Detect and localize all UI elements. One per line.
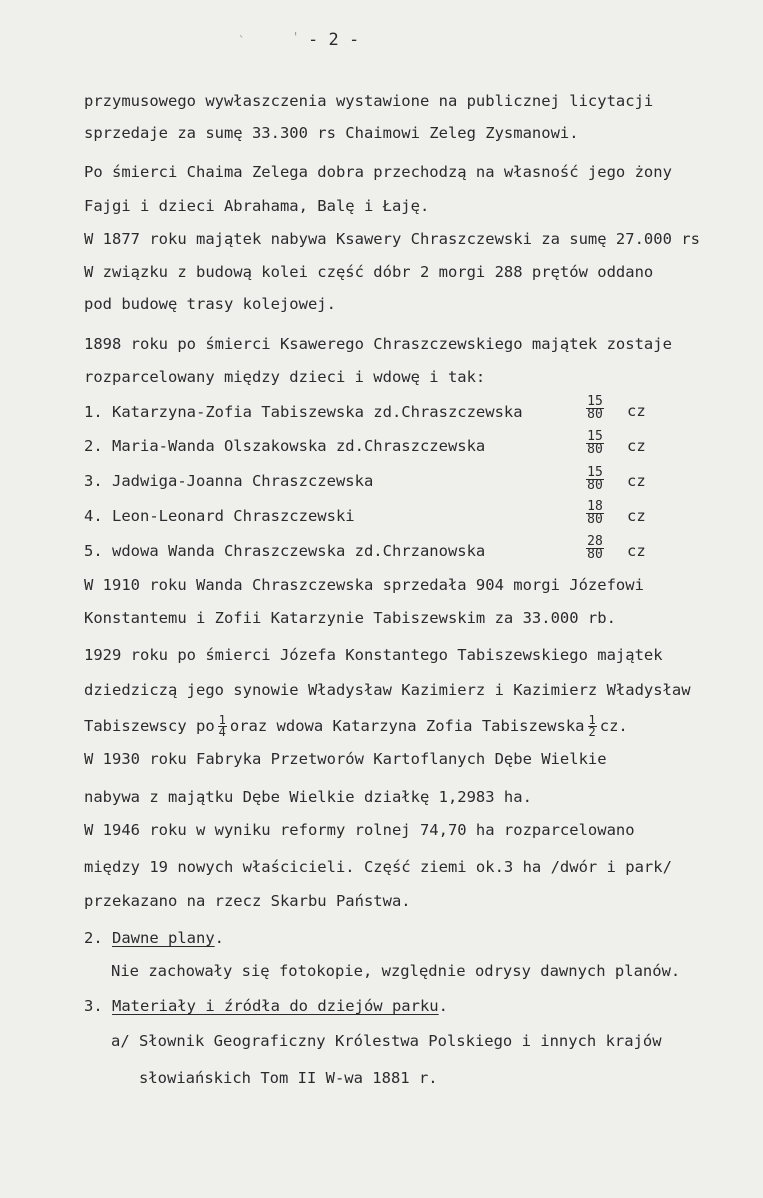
page-number: - 2 - xyxy=(308,30,360,50)
fraction-numerator: 15 xyxy=(587,394,603,409)
share-fraction xyxy=(584,536,606,561)
fraction-numerator: 15 xyxy=(587,429,603,444)
text-fragment: oraz wdowa Katarzyna Zofia Tabiszewska xyxy=(229,717,585,735)
scan-mark: ` xyxy=(238,34,246,48)
text-line: Nie zachowały się fotokopie, względnie odrysy dawnych planów. xyxy=(111,962,681,980)
fraction-numerator: 18 xyxy=(587,499,603,514)
source-item: a/ Słownik Geograficzny Królestwa Polskiego i innych krajów xyxy=(111,1032,662,1050)
fraction-denominator: 2 xyxy=(588,725,596,739)
text-line: Po śmierci Chaima Zelega dobra przechodzą na własność jego żony xyxy=(84,163,672,181)
section-title-period: . xyxy=(438,997,448,1015)
share-unit: cz xyxy=(627,437,646,455)
heir-row xyxy=(84,471,373,491)
heir-name: 3. Jadwiga-Joanna Chraszczewska xyxy=(84,472,374,490)
heir-row xyxy=(84,436,485,456)
fraction-numerator: 28 xyxy=(587,534,603,549)
section-number: 3. xyxy=(84,997,103,1015)
text-line: W 1910 roku Wanda Chraszczewska sprzedała 904 morgi Józefowi xyxy=(84,576,644,594)
text-line: przekazano na rzecz Skarbu Państwa. xyxy=(84,892,411,910)
text-fragment: Tabiszewscy po xyxy=(84,717,215,735)
text-line: Fajgi i dzieci Abrahama, Balę i Łaję. xyxy=(84,197,430,215)
text-line: W związku z budową kolei część dóbr 2 morgi 288 prętów oddano xyxy=(84,263,654,281)
fraction-denominator: 80 xyxy=(587,547,603,562)
source-item: słowiańskich Tom II W-wa 1881 r. xyxy=(139,1069,438,1087)
fraction-quarter xyxy=(218,715,227,738)
heir-name: 5. wdowa Wanda Chraszczewska zd.Chrzanowska xyxy=(84,542,486,560)
heir-name: 1. Katarzyna-Zofia Tabiszewska zd.Chraszczewska xyxy=(84,403,523,421)
text-line: nabywa z majątku Dębe Wielkie działkę 1,2983 ha. xyxy=(84,788,532,806)
fraction-denominator: 80 xyxy=(587,478,603,493)
text-line: W 1877 roku majątek nabywa Ksawery Chraszczewski za sumę 27.000 rs xyxy=(84,230,700,248)
text-line xyxy=(84,715,628,738)
text-line: pod budowę trasy kolejowej. xyxy=(84,295,336,313)
section-number: 2. xyxy=(84,929,103,947)
share-fraction xyxy=(584,501,606,526)
section-title: Dawne plany xyxy=(112,929,215,947)
fraction-denominator: 4 xyxy=(218,725,226,739)
text-line: 1929 roku po śmierci Józefa Konstantego Tabiszewskiego majątek xyxy=(84,646,663,664)
fraction-half xyxy=(588,715,597,738)
scan-mark: ' xyxy=(292,30,300,44)
fraction-denominator: 80 xyxy=(587,442,603,457)
fraction-numerator: 1 xyxy=(218,713,226,727)
share-fraction xyxy=(584,396,606,421)
heir-row xyxy=(84,506,355,526)
fraction-numerator: 1 xyxy=(588,713,596,727)
heir-name: 4. Leon-Leonard Chraszczewski xyxy=(84,507,355,525)
heir-row xyxy=(84,541,485,561)
heir-row xyxy=(84,402,523,422)
fraction-denominator: 80 xyxy=(587,512,603,527)
section-heading xyxy=(84,996,448,1016)
text-line: 1898 roku po śmierci Ksawerego Chraszczewskiego majątek zostaje xyxy=(84,335,672,353)
text-line: W 1930 roku Fabryka Przetworów Kartoflanych Dębe Wielkie xyxy=(84,750,607,768)
share-unit: cz xyxy=(627,472,646,490)
share-fraction xyxy=(584,431,606,456)
text-line: dziedziczą jego synowie Władysław Kazimierz i Kazimierz Władysław xyxy=(84,681,691,699)
text-line: przymusowego wywłaszczenia wystawione na publicznej licytacji xyxy=(84,92,654,110)
text-line: rozparcelowany między dzieci i wdowę i tak: xyxy=(84,368,486,386)
share-unit: cz xyxy=(627,542,646,560)
fraction-denominator: 80 xyxy=(587,407,603,422)
section-title: Materiały i źródła do dziejów parku xyxy=(112,997,439,1015)
text-line: sprzedaje za sumę 33.300 rs Chaimowi Zeleg Zysmanowi. xyxy=(84,124,579,142)
share-unit: cz xyxy=(627,402,646,420)
text-line: W 1946 roku w wyniku reformy rolnej 74,70 ha rozparcelowano xyxy=(84,821,635,839)
section-title-period: . xyxy=(214,929,225,947)
fraction-numerator: 15 xyxy=(587,465,603,480)
heir-name: 2. Maria-Wanda Olszakowska zd.Chraszczewska xyxy=(84,437,486,455)
text-line: między 19 nowych właścicieli. Część ziemi ok.3 ha /dwór i park/ xyxy=(84,858,672,876)
text-line: Konstantemu i Zofii Katarzynie Tabiszewskim za 33.000 rb. xyxy=(84,609,616,627)
share-fraction xyxy=(584,467,606,492)
text-fragment: cz. xyxy=(599,717,628,735)
section-heading xyxy=(84,928,224,948)
share-unit: cz xyxy=(627,507,646,525)
